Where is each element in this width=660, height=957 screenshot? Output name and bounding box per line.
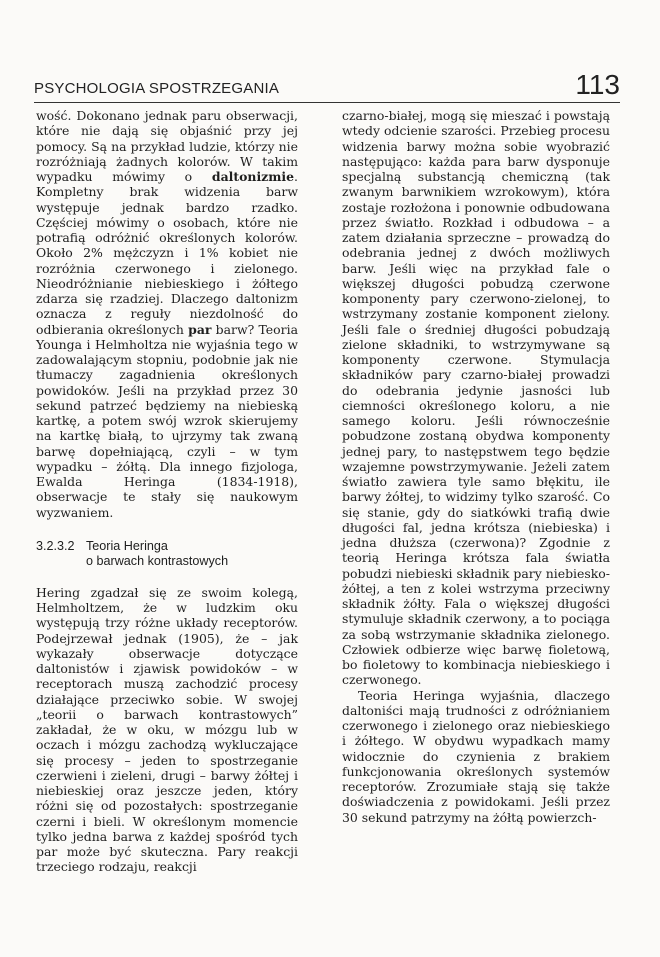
section-heading [36, 539, 298, 569]
text-run: barw? Teoria Younga i Helmholtza nie wyjaśnia tego w zadowalającym stopniu, podobnie jak nie tłumaczy zagadnienia określonych powidoków. Jeśli na przykład przez 30 sekund patrzeć będziemy na niebieską kartkę, a potem swój wzrok skierujemy na kartkę białą, to ujrzymy tak zwaną barwę dopełniającą, czyli – w tym wypadku – żółtą. Dla innego fizjologa, Ewalda Heringa (1834-1918), obserwacje te stały się naukowym wyzwaniem. [36, 321, 298, 520]
section-number: 3.2.3.2 [36, 538, 75, 553]
text-run: . Kompletny brak widzenia barw występuje jednak bardzo rzadko. Częściej mówimy o osobach, które nie potrafią odróżnić określonych kolorów. Około 2% mężczyzn i 1% kobiet nie rozróżnia czerwonego i zielonego. Nieodróżnianie niebieskiego i żółtego zdarza się rzadziej. Dlaczego daltonizm oznacza z reguły niezdolność do odbierania określonych [36, 169, 298, 337]
left-column [36, 108, 298, 875]
term-daltonizm: daltonizmie [211, 169, 295, 184]
right-column [342, 108, 610, 825]
paragraph [36, 108, 298, 520]
section-title-line-1: Teoria Heringa [86, 538, 168, 553]
page-header [34, 62, 620, 103]
paragraph: Teoria Heringa wyjaśnia, dlaczego daltoniści mają trudności z odróżnianiem czerwonego i zielonego oraz niebieskiego i żółtego. W obydwu wypadkach mamy widocznie do czynienia z brakiem funkcjonowania określonych systemów receptorów. Zrozumiałe stają się także doświadczenia z powidokami. Jeśli przez 30 sekund patrzymy na żółtą powierzch- [342, 687, 610, 825]
text-run: wość. Dokonano jednak paru obserwacji, które nie dają się objaśnić przy jej pomocy. Są na przykład ludzie, którzy nie rozróżniają żadnych kolorów. W takim wypadku mówimy o [36, 108, 298, 184]
term-par: par [188, 321, 212, 337]
running-head: PSYCHOLOGIA SPOSTRZEGANIA [34, 80, 280, 97]
section-title-line-2: o barwach kontrastowych [86, 553, 229, 568]
paragraph: czarno-białej, mogą się mieszać i powstają wtedy odcienie szarości. Przebieg procesu widzenia barwy można sobie wyobrazić następująco: każda para barw dysponuje specjalną substancją chemiczną (tak zwanym barwnikiem wzrokowym), która zostaje rozłożona i ponownie odbudowana przez światło. Rozkład i odbudowa – a zatem działania sprzeczne – prowadzą do odebrania jednej z dwóch możliwych barw. Jeśli więc na przykład fale o większej długości pobudzą czerwone komponenty pary czerwono-zielonej, to wstrzymany zostanie komponent zielony. Jeśli fale o średniej długości pobudzają zielone składniki, to wstrzymywane są komponenty czerwone. Stymulacja składników pary czarno-białej prowadzi do odebrania jedynie jasności lub ciemności określonego koloru, a nie samego koloru. Jeśli równocześnie pobudzone zostaną obydwa komponenty jednej pary, to następstwem tego będzie wzajemne powstrzymywanie. Jeżeli zatem światło zawiera tyle samo błękitu, ile barwy żółtej, to widzimy tylko szarość. Co się stanie, gdy do siatkówki trafią dwie długości fal, jedna krótsza (niebieska) i jedna dłuższa (czerwona)? Zgodnie z teorią Heringa krótsza fala światła pobudzi niebieski składnik pary niebiesko-żółtej, a ten z kolei wstrzyma przeciwny składnik żółty. Fala o większej długości stymuluje składnik czerwony, a to pociąga za sobą wstrzymanie składnika zielonego. Człowiek odbierze więc barwę fioletową, bo fioletowy to kombinacja niebieskiego i czerwonego. [342, 108, 610, 688]
paragraph: Hering zgadzał się ze swoim kolegą, Helmholtzem, że w ludzkim oku występują trzy różne układy receptorów. Podejrzewał jednak (1905), że – jak wykazały obserwacje dotyczące daltonistów i zjawisk powidoków – w receptorach muszą zachodzić procesy działające przeciwko sobie. W swojej „teorii o barwach kontrastowych” zakładał, że w oku, w mózgu lub w oczach i mózgu zachodzą wykluczające się procesy – jeden to spostrzeganie czerwieni i zieleni, drugi – barwy żółtej i niebieskiej oraz jeszcze jeden, który różni się od pozostałych: spostrzeganie czerni i bieli. W określonym momencie tylko jedna barwa z każdej spośród tych par może być skuteczna. Pary reakcji trzeciego rodzaju, reakcji [36, 584, 298, 875]
page-number: 113 [575, 69, 620, 100]
